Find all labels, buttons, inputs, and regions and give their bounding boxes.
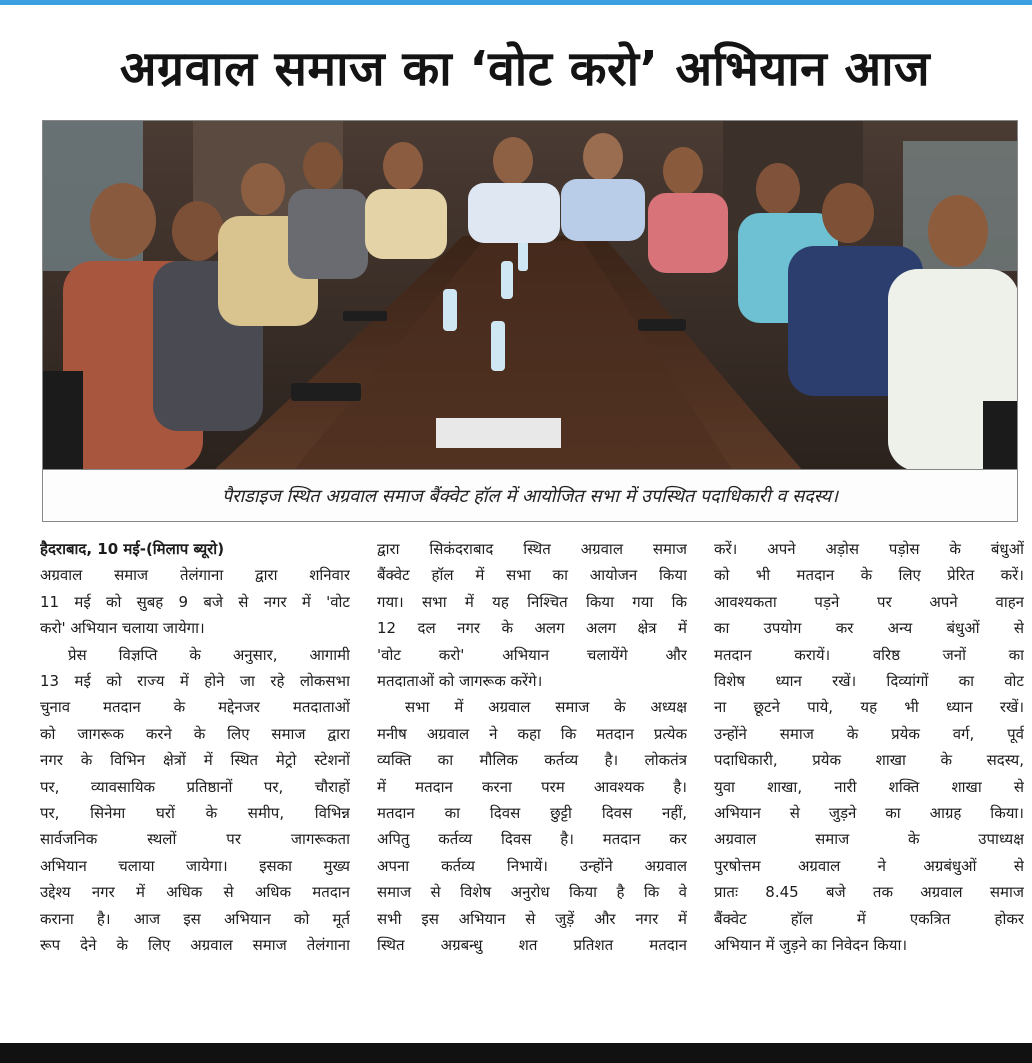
article-line: कराना है। आज इस अभियान को मूर्त (40, 909, 350, 928)
article-line: अग्रवाल समाज के उपाध्यक्ष (714, 830, 1024, 849)
article-line: प्रेस विज्ञप्ति के अनुसार, आगामी (68, 645, 350, 664)
article-line: बैंक्वेट हॉल में सभा का आयोजन किया (377, 566, 687, 585)
article-body (40, 536, 1024, 1036)
article-line: चुनाव मतदान के मद्देनजर मतदाताओं (40, 698, 350, 717)
article-line: पुरषोत्तम अग्रवाल ने अग्रबंधुओं से (714, 856, 1024, 875)
article-line: 'वोट करो' अभियान चलायेंगे और (377, 645, 687, 664)
article-line: 11 मई को सुबह 9 बजे से नगर में 'वोट (40, 592, 350, 611)
article-line: बैंक्वेट हॉल में एकत्रित होकर (714, 909, 1024, 928)
article-line: 13 मई को राज्य में होने जा रहे लोकसभा (40, 672, 350, 691)
article-line: पर, सिनेमा घरों के समीप, विभिन्न (40, 804, 350, 823)
article-line: मतदाताओं को जागरूक करेंगे। (377, 672, 543, 691)
article-line: करें। अपने अड़ोस पड़ोस के बंधुओं (714, 540, 1024, 558)
article-line: समाज से विशेष अनुरोध किया है कि वे (377, 883, 687, 902)
article-line: पदाधिकारी, प्रयेक शाखा के सदस्य, (714, 751, 1024, 770)
article-line: व्यक्ति का मौलिक कर्तव्य है। लोकतंत्र (377, 751, 687, 770)
article-line: करो' अभियान चलाया जायेगा। (40, 619, 205, 638)
article-line: नगर के विभिन क्षेत्रों में स्थित मेट्रो स्टेशनों (40, 751, 350, 770)
article-line: अभियान से जुड़ने का आग्रह किया। (714, 804, 1024, 823)
article-line: को भी मतदान के लिए प्रेरित करें। (714, 566, 1024, 585)
article-line: में मतदान करना परम आवश्यक है। (377, 777, 687, 796)
top-color-strip (0, 0, 1032, 5)
article-line: अग्रवाल समाज तेलंगाना द्वारा शनिवार (40, 566, 350, 585)
article-line: गया। सभा में यह निश्चित किया गया कि (377, 592, 687, 611)
article-line: मतदान करायें। वरिष्ठ जनों का (714, 645, 1024, 664)
article-line: द्वारा सिकंदराबाद स्थित अग्रवाल समाज (377, 540, 687, 558)
article-line: सार्वजनिक स्थलों पर जागरूकता (40, 830, 350, 849)
article-line: सभा में अग्रवाल समाज के अध्यक्ष (405, 698, 687, 717)
article-line: स्थित अग्रबन्धु शत प्रतिशत मतदान (377, 936, 687, 955)
news-photo (42, 120, 1018, 470)
article-line: उद्देश्य नगर में अधिक से अधिक मतदान (40, 883, 350, 902)
photo-caption: पैराडाइज स्थित अग्रवाल समाज बैंक्वेट हॉल में आयोजित सभा में उपस्थित पदाधिकारी व सदस्य। (42, 470, 1018, 522)
article-line: 12 दल नगर के अलग अलग क्षेत्र में (377, 619, 687, 638)
article-line: अभियान में जुड़ने का निवेदन किया। (714, 936, 908, 955)
article-line: अभियान चलाया जायेगा। इसका मुख्य (40, 856, 350, 875)
article-column-3 (714, 536, 1024, 1036)
article-line: मनीष अग्रवाल ने कहा कि मतदान प्रत्येक (377, 724, 687, 743)
headline: अग्रवाल समाज का ‘वोट करो’ अभियान आज (119, 40, 931, 97)
article-line: ना छूटने पाये, यह भी ध्यान रखें। (714, 698, 1024, 717)
article-line: आवश्यकता पड़ने पर अपने वाहन (714, 592, 1024, 611)
article-line: रूप देने के लिए अग्रवाल समाज तेलंगाना (40, 936, 350, 955)
article-column-2 (377, 536, 687, 1036)
article-line: प्रातः 8.45 बजे तक अग्रवाल समाज (714, 883, 1024, 902)
article-line: युवा शाखा, नारी शक्ति शाखा से (714, 777, 1024, 796)
article-line: अपना कर्तव्य निभायें। उन्होंने अग्रवाल (377, 856, 687, 875)
article-line: उन्होंने समाज के प्रयेक वर्ग, पूर्व (714, 724, 1024, 743)
meeting-photo-illustration (43, 121, 1018, 470)
bottom-bar (0, 1043, 1032, 1063)
article-line: का उपयोग कर अन्य बंधुओं से (714, 619, 1024, 638)
article-line: मतदान का दिवस छुट्टी दिवस नहीं, (377, 804, 687, 823)
dateline: हैदराबाद, 10 मई-(मिलाप ब्यूरो) (40, 540, 225, 558)
article-line: सभी इस अभियान से जुड़ें और नगर में (377, 909, 687, 928)
article-line: पर, व्यावसायिक प्रतिष्ठानों पर, चौराहों (40, 777, 350, 796)
article-line: अपितु कर्तव्य दिवस है। मतदान कर (377, 830, 687, 849)
article-line: विशेष ध्यान रखें। दिव्यांगों का वोट (714, 672, 1024, 691)
article-line: को जागरूक करने के लिए समाज द्वारा (40, 724, 350, 743)
article-column-1 (40, 536, 350, 1036)
